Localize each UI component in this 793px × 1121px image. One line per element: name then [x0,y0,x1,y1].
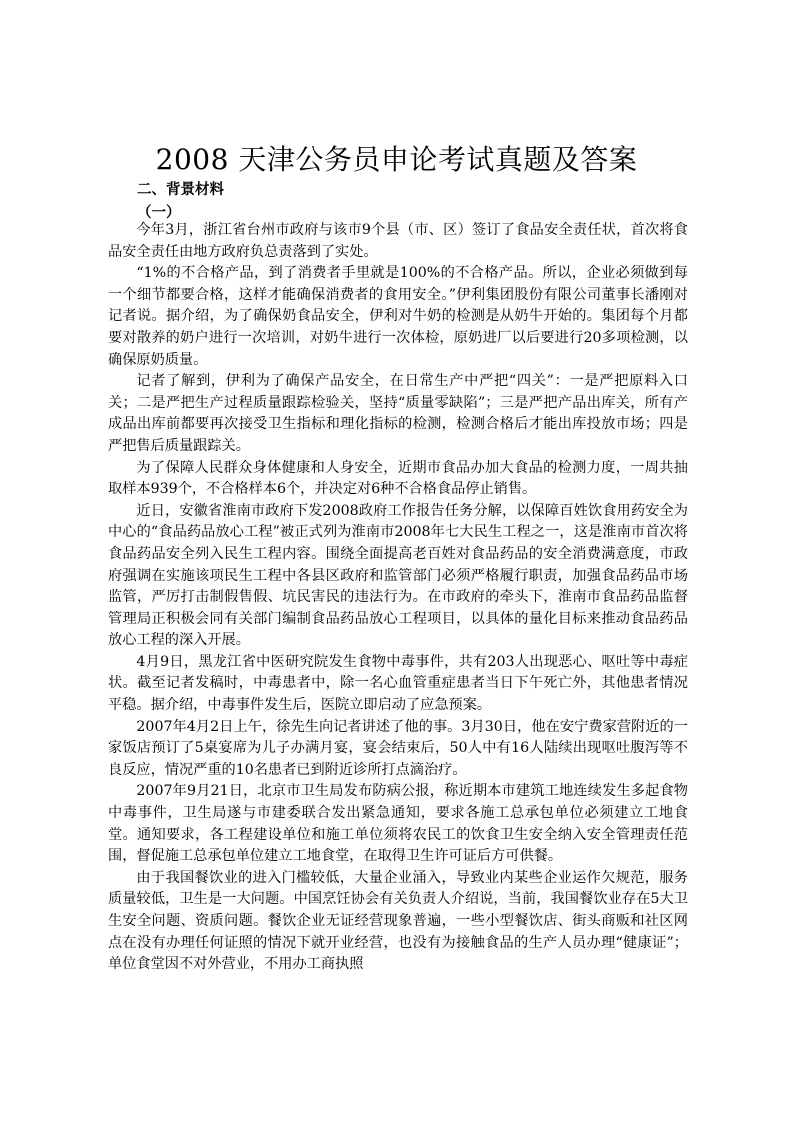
paragraph: 近日，安徽省淮南市政府下发2008政府工作报告任务分解，以保障百姓饮食用药安全为中心的“食品药品放心工程”被正式列为淮南市2008年七大民生工程之一，这是淮南市首次将食品药品安全列入民生工程内容。围绕全面提高老百姓对食品药品的安全消费满意度，市政府强调在实施该项民生工程中各县区政府和监管部门必须严格履行职责，加强食品药品市场监管，严厉打击制假售假、坑民害民的违法行为。在市政府的牵头下，淮南市食品药品监督管理局正积极会同有关部门编制食品药品放心工程项目，以具体的量化目标来推动食品药品放心工程的深入开展。 [108,502,688,649]
paragraph: 记者了解到，伊利为了确保产品安全，在日常生产中严把“四关”：一是严把原料入口关；二是严把生产过程质量跟踪检验关，坚持“质量零缺陷”；三是严把产品出库关，所有产成品出库前都要再次接受卫生指标和理化指标的检测，检测合格后才能出库投放市场；四是严把售后质量跟踪关。 [108,373,688,454]
paragraph: 2007年9月21日，北京市卫生局发布防病公报，称近期本市建筑工地连续发生多起食物中毒事件，卫生局遂与市建委联合发出紧急通知，要求各施工总承包单位必须建立工地食堂。通知要求，各工程建设单位和施工单位须将农民工的饮食卫生安全纳入安全管理责任范围，督促施工总承包单位建立工地食堂，在取得卫生许可证后方可供餐。 [108,783,688,865]
document-body [108,220,688,976]
section-heading: 二、背景材料 [137,182,224,198]
paragraph: 由于我国餐饮业的进入门槛较低，大量企业涌入，导致业内某些企业运作欠规范，服务质量较低，卫生是一大问题。中国烹饪协会有关负责人介绍说，当前，我国餐饮业存在5大卫生安全问题、资质问题。餐饮企业无证经营现象普遍，一些小型餐饮店、街头商贩和社区网点在没有办理任何证照的情况下就开业经营，也没有为接触食品的生产人员办理“健康证”；单位食堂因不对外营业，不用办工商执照 [108,869,688,973]
paragraph: 今年3月，浙江省台州市政府与该市9个县（市、区）签订了食品安全责任状，首次将食品安全责任由地方政府负总责落到了实处。 [108,222,688,260]
sub-heading: （一） [137,205,181,221]
paragraph: 4月9日，黑龙江省中医研究院发生食物中毒事件，共有203人出现恶心、呕吐等中毒症状。截至记者发稿时，中毒患者中，除一名心血管重症患者当日下午死亡外，其他患者情况平稳。据介绍，中毒事件发生后，医院立即启动了应急预案。 [108,653,688,714]
paragraph: 为了保障人民群众身体健康和人身安全，近期市食品办加大食品的检测力度，一周共抽取样本939个，不合格样本6个，并决定对6种不合格食品停止销售。 [108,459,688,498]
paragraph: 2007年4月2日上午，徐先生向记者讲述了他的事。3月30日，他在安宁费家营附近的一家饭店预订了5桌宴席为儿子办满月宴，宴会结束后，50人中有16人陆续出现呕吐腹泻等不良反应，情况严重的10名患者已到附近诊所打点滴治疗。 [108,718,688,778]
paragraph: “1%的不合格产品，到了消费者手里就是100%的不合格产品。所以，企业必须做到每一个细节都要合格，这样才能确保消费者的食用安全。”伊利集团股份有限公司董事长潘刚对记者说。据介绍，为了确保奶食品安全，伊利对牛奶的检测是从奶牛开始的。集团每个月都要对散养的奶户进行一次培训，对奶牛进行一次体检，原奶进厂以后要进行20多项检测，以确保原奶质量。 [108,265,688,368]
document-title: 2008 天津公务员申论考试真题及答案 [155,143,638,176]
